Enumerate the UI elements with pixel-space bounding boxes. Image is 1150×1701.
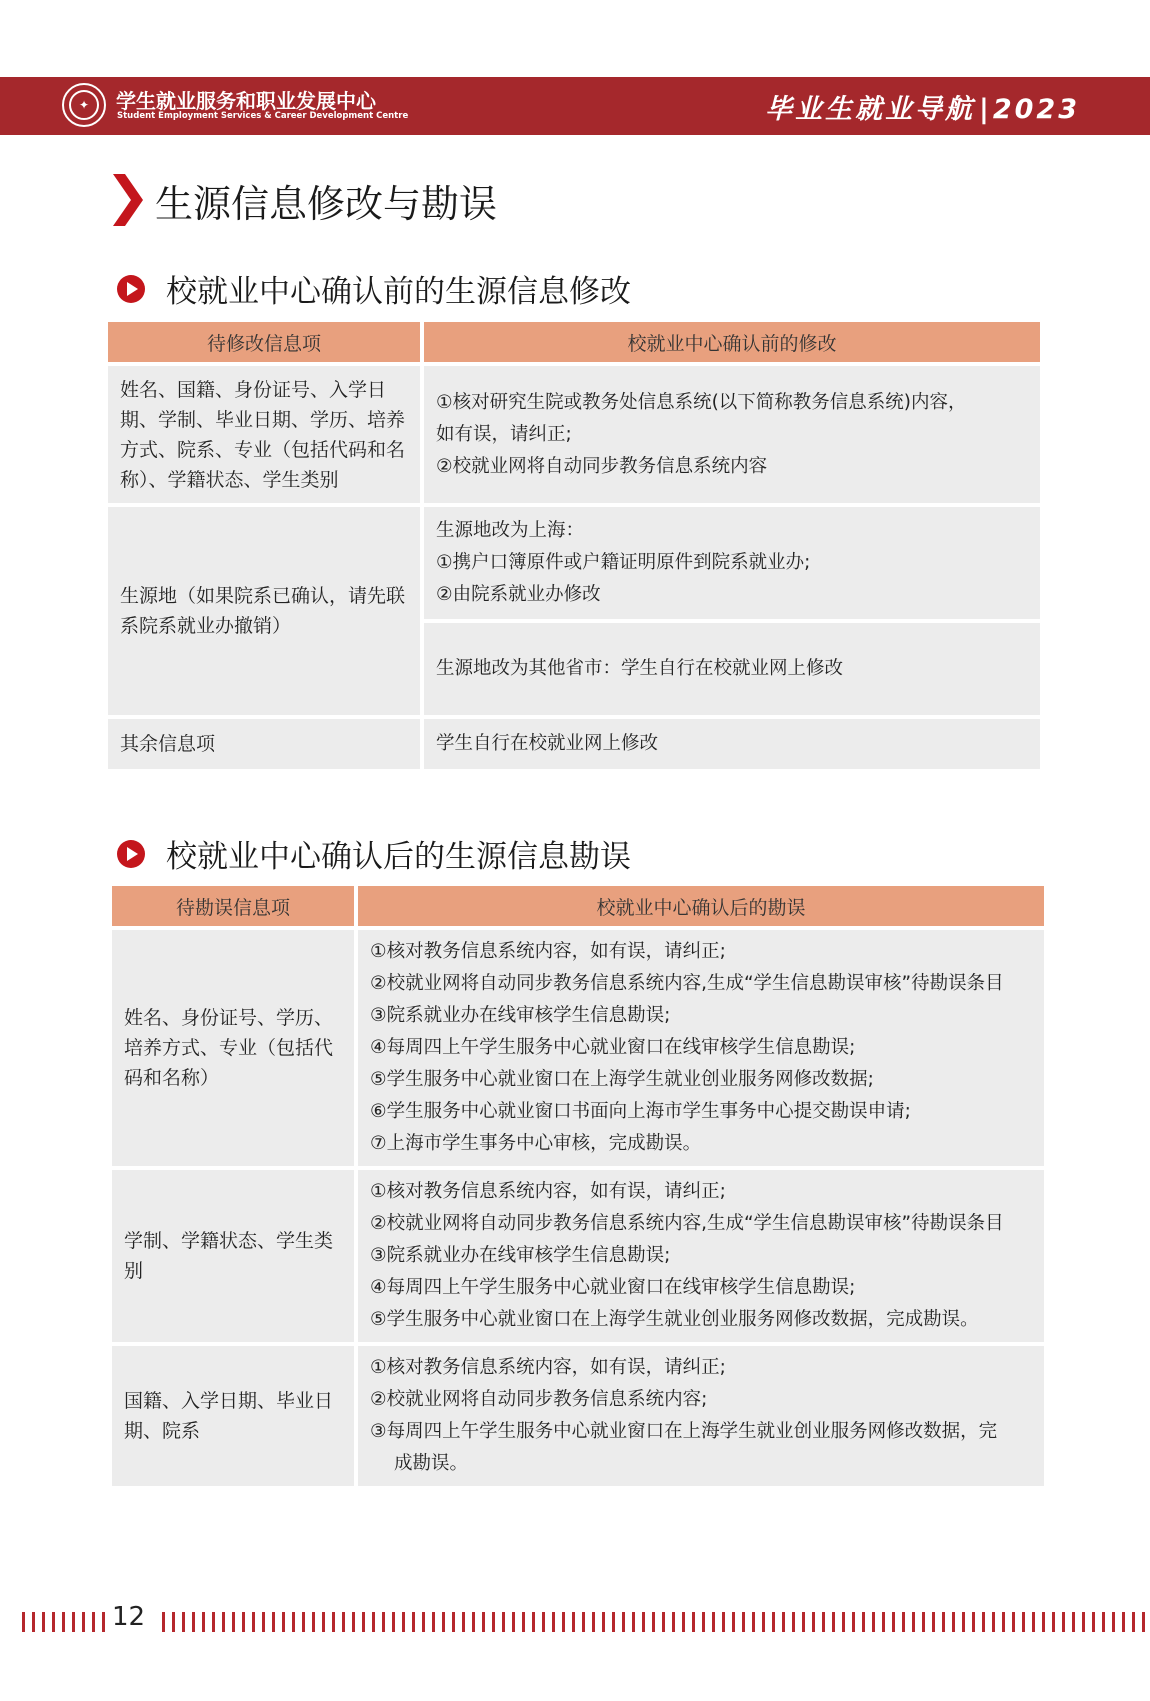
table-row <box>108 507 1040 619</box>
action-line: ③院系就业办在线审核学生信息勘误; <box>370 1245 671 1266</box>
table-row <box>112 930 1044 1166</box>
table-after-confirmation <box>108 882 1048 1490</box>
section1-title-text: 校就业中心确认前的生源信息修改 <box>166 274 631 310</box>
action-line: ①核对教务信息系统内容，如有误，请纠正; <box>370 1357 726 1378</box>
section1-title <box>116 266 631 311</box>
footer-stripe-left <box>22 1612 106 1632</box>
table-header-row <box>112 886 1044 926</box>
item-cell: 姓名、身份证号、学历、培养方式、专业（包括代码和名称） <box>112 930 354 1166</box>
action-line: ⑤学生服务中心就业窗口在上海学生就业创业服务网修改数据; <box>370 1069 874 1090</box>
action-line: ②校就业网将自动同步教务信息系统内容,生成“学生信息勘误审核”待勘误条目 <box>370 973 1004 994</box>
item-cell: 国籍、入学日期、毕业日期、院系 <box>112 1346 354 1486</box>
action-line: 学生自行在校就业网上修改 <box>436 733 659 754</box>
university-seal-logo <box>62 83 106 127</box>
action-cell <box>424 719 1040 769</box>
seal-emblem-icon: ✦ <box>69 90 99 120</box>
table-row <box>108 719 1040 769</box>
action-line: ③每周四上午学生服务中心就业窗口在上海学生就业创业服务网修改数据，完 <box>370 1421 998 1442</box>
page-title-text: 生源信息修改与勘误 <box>155 181 498 226</box>
column-header: 待修改信息项 <box>108 322 420 362</box>
section2-title-text: 校就业中心确认后的生源信息勘误 <box>166 839 631 875</box>
action-cell <box>424 366 1040 503</box>
table-before-confirmation <box>104 318 1044 773</box>
action-line: 如有误，请纠正; <box>436 423 572 445</box>
action-line: 生源地改为其他省市：学生自行在校就业网上修改 <box>436 658 844 679</box>
action-line: ①核对教务信息系统内容，如有误，请纠正; <box>370 941 726 962</box>
table-row <box>112 1170 1044 1342</box>
action-line: ①核对研究生院或教务处信息系统(以下简称教务信息系统)内容， <box>436 391 967 413</box>
item-cell: 生源地（如果院系已确认，请先联系院系就业办撤销） <box>108 507 420 715</box>
action-cell <box>424 507 1040 619</box>
action-line: ②由院系就业办修改 <box>436 584 601 605</box>
table-header-row <box>108 322 1040 362</box>
guide-title-text: 毕业生就业导航 <box>764 94 975 125</box>
item-cell: 其余信息项 <box>108 719 420 769</box>
action-line: ②校就业网将自动同步教务信息系统内容; <box>370 1389 708 1410</box>
chevron-right-icon <box>111 172 145 228</box>
footer-stripe-right <box>162 1612 1146 1632</box>
guide-title <box>765 87 1080 126</box>
guide-separator: | <box>978 94 989 125</box>
action-line: ③院系就业办在线审核学生信息勘误; <box>370 1005 671 1026</box>
guide-year: 2023 <box>992 94 1080 125</box>
action-line: 生源地改为上海： <box>436 520 585 541</box>
table-row <box>108 366 1040 503</box>
section2-title <box>116 831 631 876</box>
play-circle-icon <box>116 274 146 304</box>
item-cell: 学制、学籍状态、学生类别 <box>112 1170 354 1342</box>
action-line: ①核对教务信息系统内容，如有误，请纠正; <box>370 1181 726 1202</box>
org-name-en: Student Employment Services & Career Development Centre <box>117 111 409 121</box>
action-line: ⑥学生服务中心就业窗口书面向上海市学生事务中心提交勘误申请; <box>370 1101 911 1122</box>
item-cell: 姓名、国籍、身份证号、入学日期、学制、毕业日期、学历、培养方式、院系、专业（包括代码和名称）、学籍状态、学生类别 <box>108 366 420 503</box>
table-row <box>112 1346 1044 1486</box>
action-cell <box>358 930 1044 1166</box>
page-title <box>111 172 497 228</box>
action-line: ⑦上海市学生事务中心审核，完成勘误。 <box>370 1133 702 1154</box>
column-header: 校就业中心确认后的勘误 <box>358 886 1044 926</box>
action-line: 成勘误。 <box>394 1453 469 1474</box>
action-cell <box>358 1346 1044 1486</box>
action-cell <box>358 1170 1044 1342</box>
action-line: ⑤学生服务中心就业窗口在上海学生就业创业服务网修改数据，完成勘误。 <box>370 1309 979 1330</box>
action-line: ①携户口簿原件或户籍证明原件到院系就业办; <box>436 552 811 573</box>
header-band <box>0 77 1150 135</box>
action-cell <box>424 623 1040 715</box>
action-line: ②校就业网将自动同步教务信息系统内容 <box>436 455 768 477</box>
action-line: ②校就业网将自动同步教务信息系统内容,生成“学生信息勘误审核”待勘误条目 <box>370 1213 1004 1234</box>
column-header: 待勘误信息项 <box>112 886 354 926</box>
org-name-cn: 学生就业服务和职业发展中心 <box>116 89 376 113</box>
column-header: 校就业中心确认前的修改 <box>424 322 1040 362</box>
action-line: ④每周四上午学生服务中心就业窗口在线审核学生信息勘误; <box>370 1037 856 1058</box>
action-line: ④每周四上午学生服务中心就业窗口在线审核学生信息勘误; <box>370 1277 856 1298</box>
page-number: 12 <box>112 1602 146 1632</box>
play-circle-icon <box>116 839 146 869</box>
